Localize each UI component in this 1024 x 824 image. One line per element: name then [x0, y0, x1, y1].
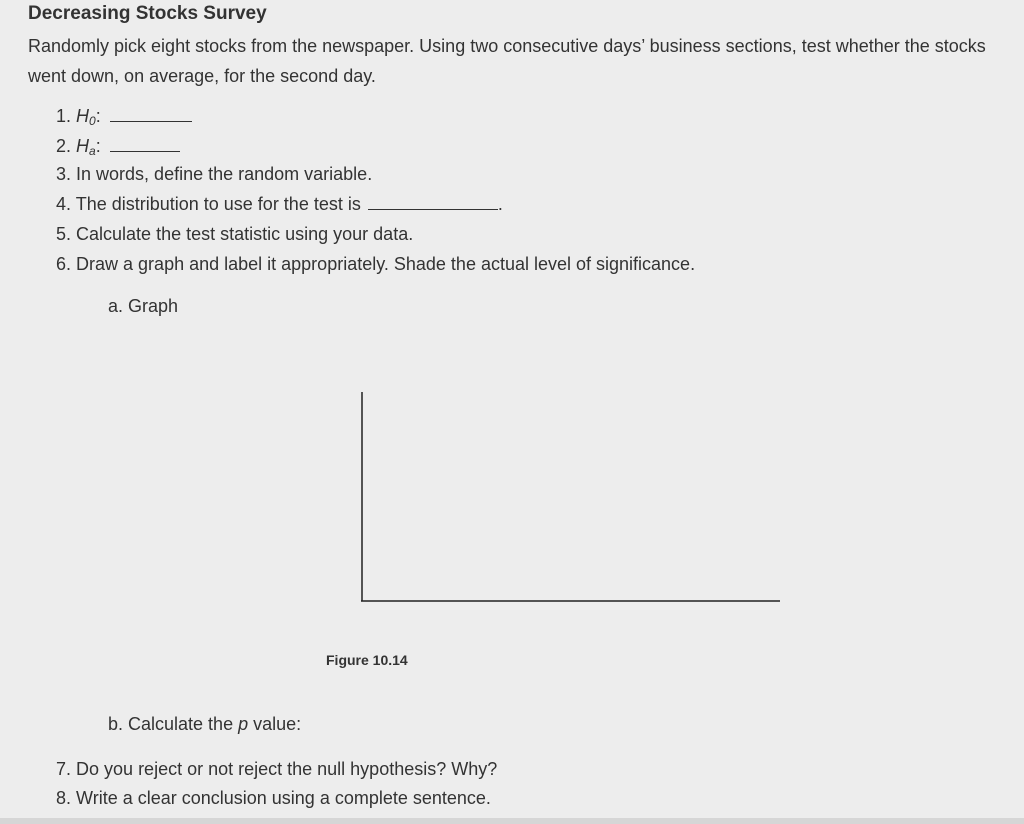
item-text: Calculate the test statistic using your data. [76, 224, 414, 244]
section-title: Decreasing Stocks Survey [28, 3, 267, 24]
sub-item-p-value: b. Calculate the p value: [108, 714, 302, 734]
answer-blank [110, 120, 192, 122]
figure-caption: Figure 10.14 [326, 652, 408, 668]
item-text: The distribution to use for the test is [75, 194, 361, 214]
null-hypothesis-symbol: $H_0$ [76, 106, 96, 128]
item-number: 2. [56, 136, 72, 156]
bottom-divider [0, 818, 1024, 824]
list-item-3: 3. In words, define the random variable. [56, 164, 373, 184]
list-item-2: 2. $H_a$: [56, 134, 180, 163]
item-text: Do you reject or not reject the null hypothesis? Why? [76, 759, 498, 779]
list-item-7: 7. Do you reject or not reject the null hypothesis? Why? [56, 759, 498, 779]
answer-blank [110, 150, 180, 152]
item-text: Write a clear conclusion using a complete sentence. [76, 788, 491, 808]
sub-item-graph: a. Graph [108, 296, 179, 316]
list-item-5: 5. Calculate the test statistic using your data. [56, 224, 414, 244]
blank-graph-axes [360, 390, 782, 604]
intro-paragraph: Randomly pick eight stocks from the newspaper. Using two consecutive days’ business sections, test whether the stocks went down, on average, for the second day. [28, 36, 986, 86]
list-item-6: 6. Draw a graph and label it appropriately. Shade the actual level of significance. [56, 254, 696, 274]
list-item-1: 1. $H_0$: [56, 104, 192, 133]
item-number: 1. [56, 106, 72, 126]
list-item-4: 4. The distribution to use for the test is . [56, 194, 503, 214]
item-text: In words, define the random variable. [76, 164, 373, 184]
alternative-hypothesis-symbol: $H_a$ [76, 136, 96, 158]
item-text: Draw a graph and label it appropriately. Shade the actual level of significance. [76, 254, 696, 274]
answer-blank [368, 208, 498, 210]
list-item-8: 8. Write a clear conclusion using a complete sentence. [56, 788, 491, 808]
